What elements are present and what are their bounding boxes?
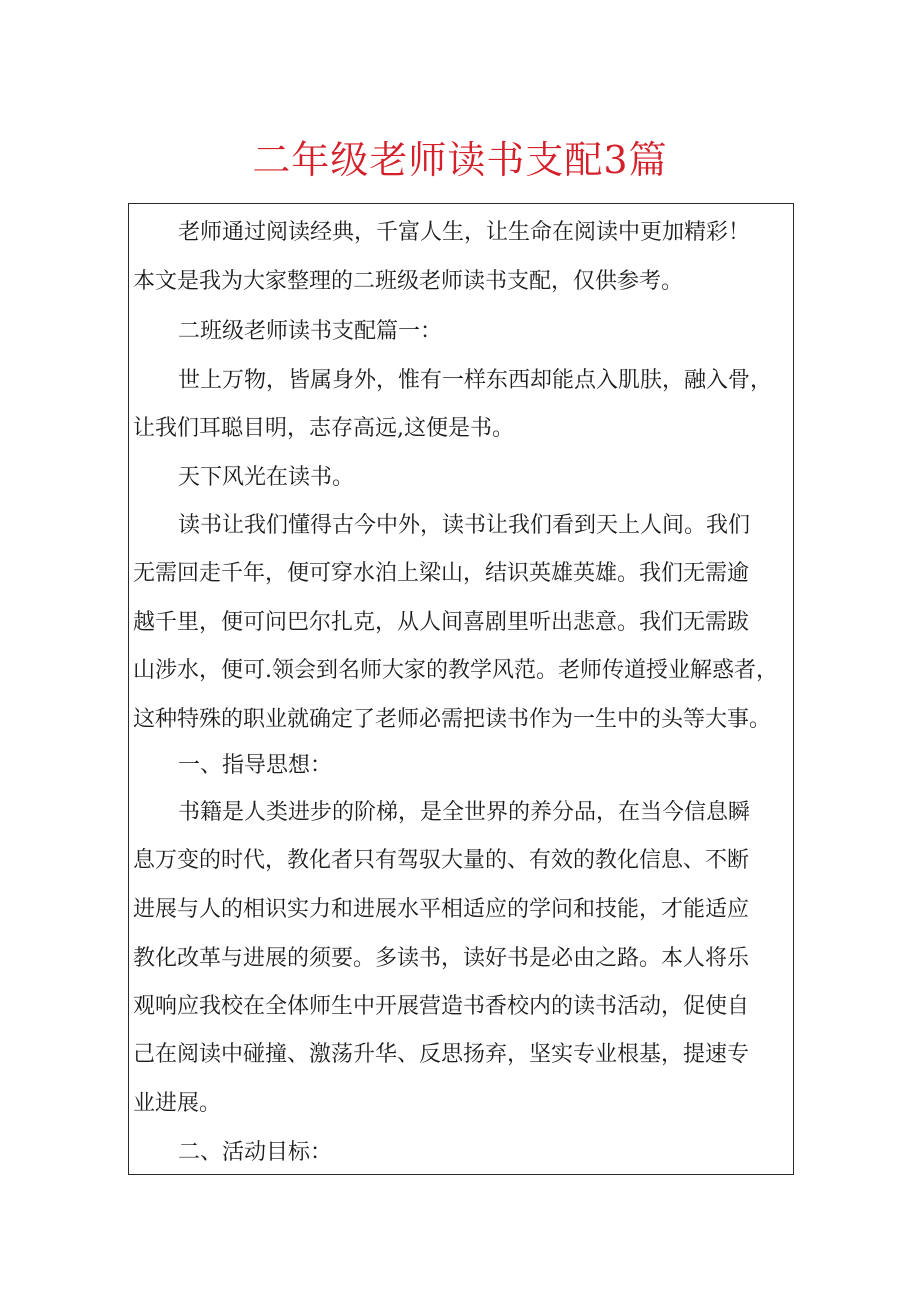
- paragraph-line: 让我们耳聪目明，志存高远,这便是书。: [133, 416, 514, 441]
- paragraph-line: 进展与人的相识实力和进展水平相适应的学问和技能，才能适应: [133, 897, 750, 922]
- paragraph-line: 老师通过阅读经典，千富人生，让生命在阅读中更加精彩！: [178, 220, 751, 245]
- section-heading: 二班级老师读书支配篇一：: [178, 319, 443, 344]
- section-heading: 二、活动目标：: [178, 1140, 333, 1165]
- paragraph-line: 读书让我们懂得古今中外，读书让我们看到天上人间。我们: [178, 513, 751, 538]
- paragraph-line: 天下风光在读书。: [178, 465, 355, 490]
- paragraph-line: 业进展。: [133, 1091, 222, 1116]
- paragraph-line: 教化改革与进展的须要。多读书，读好书是必由之路。本人将乐: [133, 946, 750, 971]
- paragraph-line: 这种特殊的职业就确定了老师必需把读书作为一生中的头等大事。: [133, 707, 772, 732]
- paragraph-line: 己在阅读中碰撞、激荡升华、反思扬弃，坚实专业根基，提速专: [133, 1042, 750, 1067]
- paragraph-line: 息万变的时代，教化者只有驾驭大量的、有效的教化信息、不断: [133, 848, 750, 873]
- section-heading: 一、指导思想：: [178, 753, 333, 778]
- paragraph-line: 书籍是人类进步的阶梯，是全世界的养分品，在当今信息瞬: [178, 800, 751, 825]
- paragraph-line: 世上万物，皆属身外，惟有一样东西却能点入肌肤，融入骨，: [178, 368, 773, 393]
- paragraph-line: 本文是我为大家整理的二班级老师读书支配，仅供参考。: [133, 269, 684, 294]
- paragraph-line: 无需回走千年，便可穿水泊上梁山，结识英雄英雄。我们无需逾: [133, 561, 750, 586]
- paragraph-line: 观响应我校在全体师生中开展营造书香校内的读书活动，促使自: [133, 994, 750, 1019]
- paragraph-line: 越千里，便可问巴尔扎克，从人间喜剧里听出悲意。我们无需跋: [133, 610, 750, 635]
- content-frame: [128, 203, 794, 1175]
- paragraph-line: 山涉水，便可.领会到名师大家的教学风范。老师传道授业解惑者，: [133, 658, 778, 683]
- document-title: 二年级老师读书支配3篇: [252, 138, 668, 182]
